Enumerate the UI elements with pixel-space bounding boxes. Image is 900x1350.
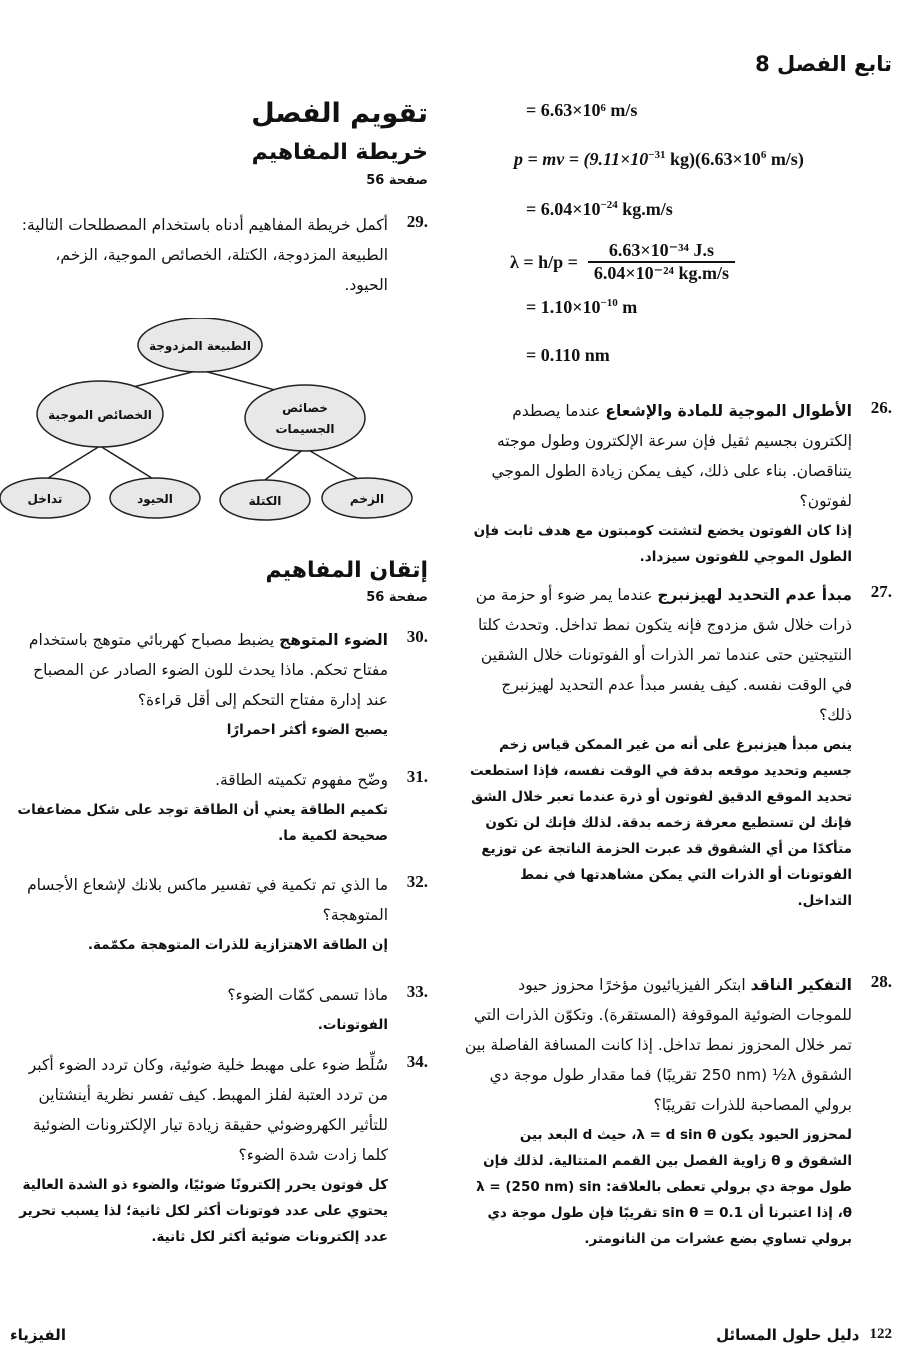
question-number: .28 — [870, 972, 892, 991]
answer-text: ينص مبدأ هيزنبرغ على أنه من غير الممكن قياس زخم جسيم وتحديد موقعه بدقة في الوقت نفسه، فإذا استطعت تحديد الموقع الدقيق لفوتون أو ذرة عندما تعبر خلال الشق فإنك لن تستطيع معرفة زخمه بدقة. لذلك فإنك لن تكون متأكدًا من أي الشقوق قد عبرت الحزمة الناتجة عن توزيع الفوتونات أو الذرات التي يمكن مشاهدتها في نمط التداخل. — [470, 737, 852, 909]
question-text: عندما يمر ضوء أو حزمة من ذرات خلال شق مزدوج فإنه يتكون نمط تداخل. وتحدث كلتا النتيجتين حتى عندما تمر الذرات أو الفوتونات خلال الشقين في الوقت نفسه. كيف يفسر مبدأ عدم التحديد لهيزنبرج ذلك؟ — [475, 586, 852, 724]
question-text: عندما يصطدم إلكترون بجسيم ثقيل فإن سرعة الإلكترون وطول موجته يتناقصان. بناء على ذلك، كيف يمكن زيادة الطول الموجي لفوتون؟ — [491, 402, 852, 510]
question-34 — [8, 1050, 428, 1250]
mastery-title: إتقان المفاهيم — [265, 558, 428, 583]
answer-text: إذا كان الفوتون يخضع لتشتت كومبتون مع هدف ثابت فإن الطول الموجي للفوتون سيزداد. — [473, 523, 852, 565]
answer-text: لمحزوز الحيود يكون λ = d sin θ، حيث d البعد بين الشقوق و θ زاوية الفصل بين القمم المتتالية. لذلك فإن طول موجة دي برولي تعطى بالعلاقة: λ = (250 nm) sin θ، إذا اعتبرنا أن sin θ = 0.1 تقريبًا فإن طول موجة دي برولي تساوي بضع عشرات من النانومتر. — [476, 1127, 852, 1247]
question-29 — [8, 210, 428, 300]
page-number: 122 — [869, 1326, 892, 1342]
calc-line-momentum: p = mv = ($9.11\times 10^{-31}$ $kg)(6.63\times 10^6$ m/s) — [514, 149, 804, 169]
answer-text: إن الطاقة الاهتزازية للذرات المتوهجة مكمّمة. — [87, 937, 388, 953]
map-node-particle-properties — [245, 385, 365, 451]
question-33 — [8, 980, 428, 1038]
calc-line-speed: = 6.63×10⁶ m/s — [526, 100, 638, 120]
question-30 — [8, 625, 428, 743]
question-number: .26 — [870, 398, 892, 417]
map-label-diffraction: الحيود — [137, 492, 173, 506]
footer-subject: الفيزياء — [10, 1326, 66, 1344]
answer-text: الفوتونات. — [317, 1017, 388, 1033]
question-text: ما الذي تم تكمية في تفسير ماكس بلانك لإشعاع الأجسام المتوهجة؟ — [27, 876, 388, 924]
question-text: أكمل خريطة المفاهيم أدناه باستخدام المصطلحات التالية: الطبيعة المزدوجة، الكتلة، الخصائص الموجية، الزخم، الحيود. — [21, 216, 388, 294]
question-text: يضبط مصباح كهربائي متوهج باستخدام مفتاح تحكم. ماذا يحدث للون الضوء الصادر عن المصباح عند إدارة مفتاح التحكم إلى أقل قراءة؟ — [28, 631, 388, 709]
question-lead: الضوء المتوهج — [279, 631, 388, 649]
book-name: دليل حلول المسائل — [716, 1326, 860, 1344]
calc-line-wavelength-nm: = 0.110 nm — [526, 345, 610, 365]
answer-text: تكميم الطاقة يعني أن الطاقة توجد على شكل مضاعفات صحيحة لكمية ما. — [17, 802, 388, 844]
question-number: .33 — [406, 982, 428, 1001]
question-text: ماذا تسمى كمّات الضوء؟ — [227, 986, 388, 1004]
chapter-header: تابع الفصل 8 — [755, 52, 892, 76]
map-label-wave: الخصائص الموجية — [48, 408, 152, 422]
calc-line-wavelength-m: = $1.10\times 10^{-10}$ m — [526, 297, 638, 317]
question-27 — [464, 580, 892, 914]
answer-text: يصبح الضوء أكثر احمرارًا — [226, 722, 388, 738]
page-ref: صفحة 56 — [366, 590, 428, 605]
question-number: .32 — [406, 872, 428, 891]
section-title: تقويم الفصل — [251, 98, 428, 129]
map-label-particle-1: خصائص — [282, 401, 328, 415]
question-lead: الأطوال الموجية للمادة والإشعاع — [605, 402, 852, 420]
footer-right — [716, 1326, 892, 1344]
question-number: .31 — [406, 767, 428, 786]
question-lead: التفكير الناقد — [750, 976, 852, 994]
concept-map-title: خريطة المفاهيم — [251, 140, 428, 165]
question-number: .30 — [406, 627, 428, 646]
map-label-interference: تداخل — [27, 492, 63, 506]
question-26 — [464, 396, 892, 570]
map-label-mass: الكتلة — [248, 494, 282, 508]
map-label-particle-2: الجسيمات — [275, 422, 335, 436]
question-31 — [8, 765, 428, 849]
page-ref: صفحة 56 — [366, 173, 428, 188]
question-lead: مبدأ عدم التحديد لهيزنبرج — [657, 586, 852, 604]
calc-line-wavelength: λ = h/p = $\frac{\text{6.63×10⁻³⁴ J.s}}{\text{6.04×10⁻²⁴ kg.m/s}}$ — [510, 240, 735, 284]
calc-line-momentum-result: = $6.04\times 10^{-24}$ kg.m/s — [526, 199, 673, 219]
map-label-momentum: الزخم — [349, 492, 385, 506]
concept-map — [0, 318, 430, 528]
question-text: ابتكر الفيزيائيون مؤخرًا محزوز حيود للموجات الضوئية الموقوفة (المستقرة). وتكوّن الذرات التي تمر خلال المحزوز نمط تداخل. إذا كانت المسافة الفاصلة بين الشقوق λ½ (250 nm تقريبًا) فما مقدار طول موجة دي برولي المصاحبة للذرات تقريبًا؟ — [464, 976, 852, 1114]
question-text: سُلِّط ضوء على مهبط خلية ضوئية، وكان تردد الضوء أكبر من تردد العتبة لفلز المهبط. كيف تفسر نظرية أينشتاين للتأثير الكهروضوئي حقيقة زيادة تيار الإلكترونات الضوئية كلما زادت شدة الضوء؟ — [28, 1056, 388, 1164]
question-28 — [464, 970, 892, 1252]
question-number: .27 — [870, 582, 892, 601]
question-number: .29 — [406, 212, 428, 231]
map-label-root: الطبيعة المزدوجة — [148, 339, 252, 353]
question-text: وضّح مفهوم تكميته الطاقة. — [215, 771, 388, 789]
question-number: .34 — [406, 1052, 428, 1071]
question-32 — [8, 870, 428, 958]
answer-text: كل فوتون يحرر إلكترونًا ضوئيًا، والضوء ذو الشدة العالية يحتوي على عدد فوتونات أكثر لكل ثانية؛ لذا يسبب تحرير عدد إلكترونات ضوئية أكثر لكل ثانية. — [19, 1177, 388, 1245]
